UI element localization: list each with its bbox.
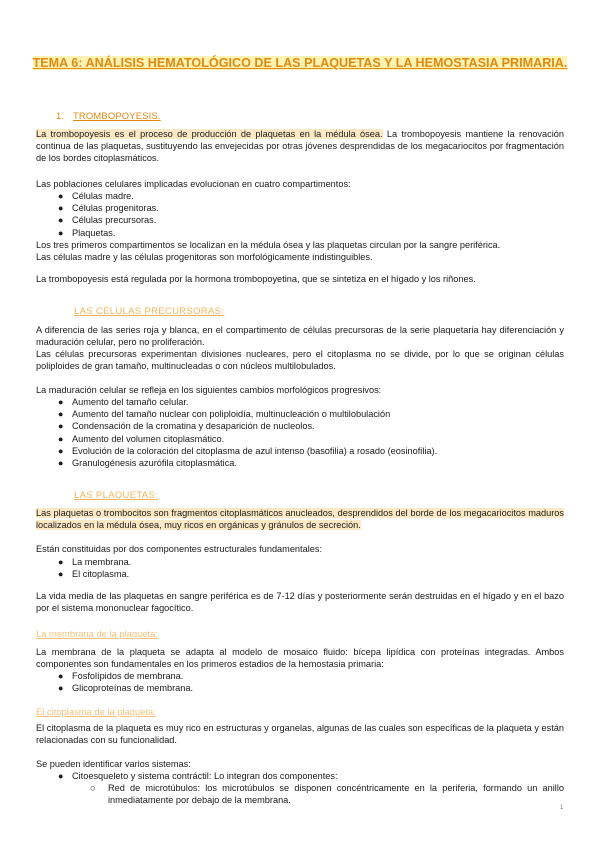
bullet-icon: ● (58, 433, 64, 444)
systems-intro: Se pueden identificar varios sistemas: (36, 759, 191, 769)
precursoras-paragraph-2: Las células precursoras experimentan divisiones nucleares, pero el citoplasma no se divide, por lo que se originan células poliploides de gran tamaño, multinucleadas o con núcleos multilobulados. (36, 349, 564, 372)
compartments-note-1: Los tres primeros compartimentos se localizan en la médula ósea y las plaquetas circulan por la sangre periférica. (36, 240, 501, 250)
bullet-icon: ● (58, 227, 64, 238)
bullet-icon: ● (58, 445, 64, 456)
precursoras-paragraph-1: A diferencia de las series roja y blanca, en el compartimento de células precursoras de la serie plaquetaria hay diferenciación y maduración celular, pero no proliferación. (36, 325, 564, 348)
list-item: ● Aumento del tamaño nuclear con poliploidía, multinucleación o multilobulación (58, 409, 391, 420)
bullet-icon: ● (58, 671, 64, 681)
list-item: ● Aumento del tamaño celular. (58, 397, 189, 407)
compartments-intro: Las poblaciones celulares implicadas evolucionan en cuatro compartimentos: (36, 179, 351, 189)
circle-bullet-icon: ○ (90, 783, 96, 793)
bullet-icon: ● (58, 203, 64, 214)
components-list (56, 556, 131, 580)
intro-rest: La trombopoyesis mantiene la renovación continua de las plaquetas, sustituyendo las envejecidas por otras jóvenes desprendidas de los megacariocitos por fragmentación de los bordes citoplasmáticos. (36, 129, 564, 164)
list-item: ● Granulogénesis azurófila citoplasmática. (58, 458, 237, 469)
list-item: ● Glicoproteínas de membrana. (58, 683, 194, 694)
list-item: ● La membrana. (58, 557, 132, 567)
list-item: ● Células precursoras. (58, 215, 157, 226)
subheading-plaquetas: LAS PLAQUETAS: (74, 489, 159, 500)
intro-paragraph (36, 128, 564, 165)
plaquetas-definition: Las plaquetas o trombocitos son fragmentos citoplasmáticos anucleados, desprendidos del borde de los megacariocitos maduros localizados en la médula ósea, muy ricos en orgánicas y gránulos de secreción. (36, 508, 564, 531)
list-item: ● Células progenitoras. (58, 203, 159, 214)
section-heading-trombopoyesis (56, 110, 161, 121)
page-number: 1 (560, 805, 564, 811)
systems-sublist (90, 782, 564, 806)
bullet-icon: ● (58, 397, 64, 407)
list-item: ● Fosfolípidos de membrana. (58, 671, 184, 681)
list-item: ● Citoesqueleto y sistema contráctil: Lo integran dos componentes: (58, 771, 338, 781)
bullet-icon: ● (58, 409, 64, 420)
list-item: ● Plaquetas. (58, 227, 116, 238)
maturation-list (56, 396, 437, 469)
bullet-icon: ● (58, 191, 64, 201)
page-title-text: TEMA 6: ANÁLISIS HEMATOLÓGICO DE LAS PLAQUETAS Y LA HEMOSTASIA PRIMARIA. (32, 56, 568, 70)
compartments-list (56, 190, 159, 239)
subheading-membrana: La membrana de la plaqueta: (36, 628, 158, 639)
regulation-paragraph: La trombopoyesis está regulada por la hormona trombopoyetina, que se sintetiza en el hígado y los riñones. (36, 274, 476, 284)
bullet-icon: ● (58, 421, 64, 432)
list-item: ● Condensación de la cromatina y desaparición de nucleolos. (58, 421, 315, 432)
bullet-icon: ● (58, 215, 64, 226)
systems-list (56, 770, 338, 782)
subheading-precursoras: LAS CÉLULAS PRECURSORAS: (74, 305, 225, 316)
bullet-icon: ● (58, 683, 64, 694)
section-number: 1. (56, 110, 65, 121)
list-item: ● Células madre. (58, 191, 134, 201)
membrana-paragraph: La membrana de la plaqueta se adapta al modelo de mosaico fluido: bícepa lipídica con proteínas integradas. Ambos componentes son fundamentales en los primeros estadios de la hemostasia primaria: (36, 647, 564, 670)
bullet-icon: ● (58, 557, 64, 567)
compartments-note-2: Las células madre y las células progenitoras son morfológicamente indistinguibles. (36, 252, 373, 262)
membrana-list (56, 670, 193, 694)
lifespan-paragraph: La vida media de las plaquetas en sangre periférica es de 7-12 días y posteriormente serán destruidas en el hígado y en el bazo por el sistema mononuclear fagocítico. (36, 591, 564, 614)
list-item: ● Evolución de la coloración del citoplasma de azul intenso (basofilia) a rosado (eosinofilia). (58, 445, 438, 456)
section-label: TROMBOPOYESIS. (73, 110, 161, 121)
components-intro: Están constituidas por dos componentes estructurales fundamentales: (36, 544, 322, 554)
bullet-icon: ● (58, 771, 64, 781)
bullet-icon: ● (58, 569, 64, 580)
citoplasma-paragraph: El citoplasma de la plaqueta es muy rico en estructuras y organelas, algunas de las cuales son específicas de la plaqueta y están relacionadas con su funcionalidad. (36, 723, 564, 746)
list-item: ● Aumento del volumen citoplasmático. (58, 433, 225, 444)
bullet-icon: ● (58, 458, 64, 469)
intro-highlight: La trombopoyesis es el proceso de producción de plaquetas en la médula ósea. (36, 129, 383, 139)
list-item: ● El citoplasma. (58, 569, 130, 580)
list-item: ○ Red de microtúbulos: los microtúbulos se disponen concéntricamente en la periferia, formando un anillo inmediatamente por debajo de la membrana. (90, 783, 564, 806)
page-title (30, 54, 570, 72)
maturation-intro: La maduración celular se refleja en los siguientes cambios morfológicos progresivos: (36, 385, 382, 395)
subheading-citoplasma: El citoplasma de la plaqueta: (36, 706, 156, 717)
